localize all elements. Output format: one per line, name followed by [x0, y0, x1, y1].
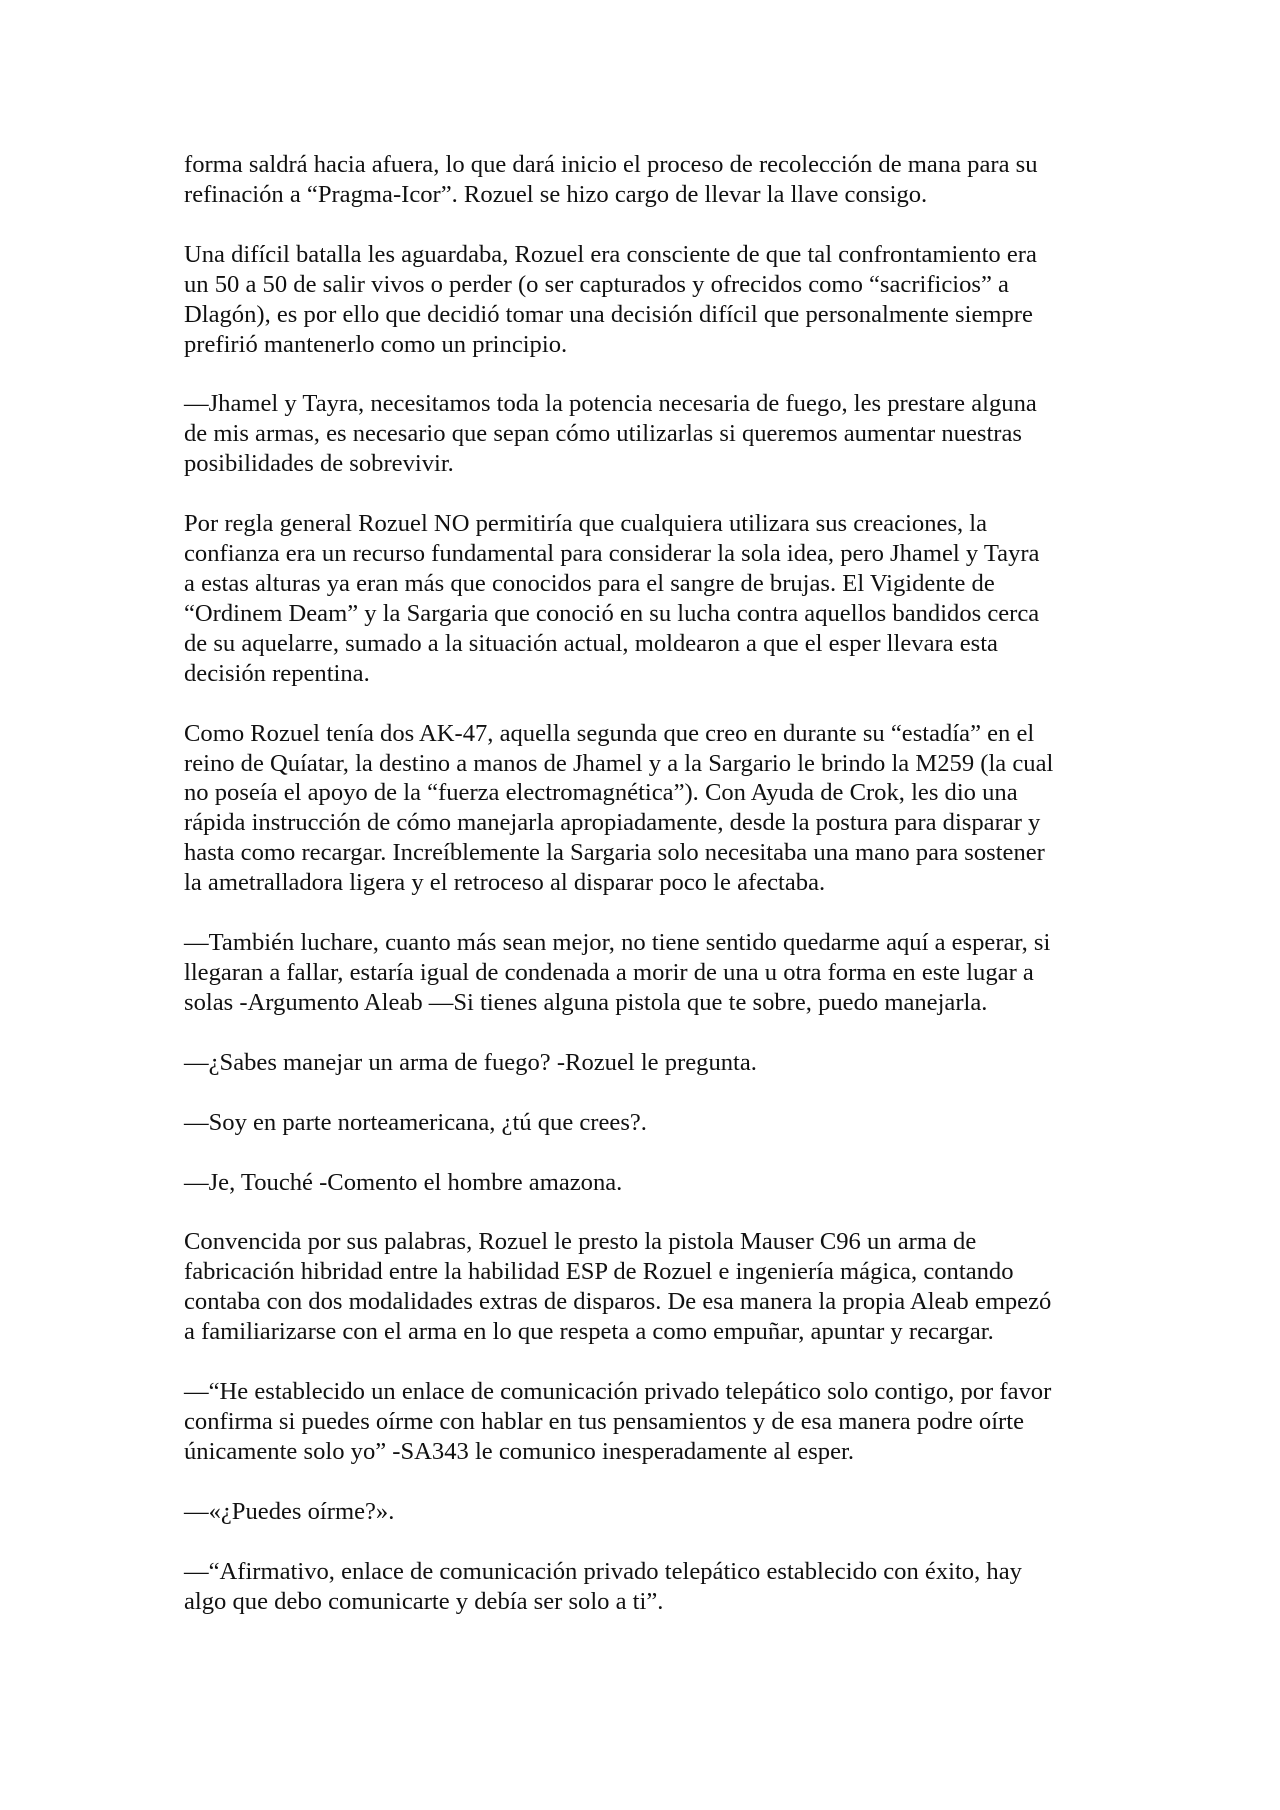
- text-line: Una difícil batalla les aguardaba, Rozuel era consciente de que tal confrontamiento era: [184, 240, 1037, 268]
- paragraph-4: [184, 509, 1104, 688]
- paragraph-10: [184, 1227, 1104, 1347]
- text-line: —¿Sabes manejar un arma de fuego? -Rozuel le pregunta.: [184, 1048, 757, 1076]
- paragraph-9: [184, 1168, 1104, 1198]
- text-line: —También luchare, cuanto más sean mejor, no tiene sentido quedarme aquí a esperar, si: [184, 929, 1051, 957]
- paragraph-12: [184, 1497, 1104, 1527]
- text-line: de su aquelarre, sumado a la situación actual, moldearon a que el esper llevara esta: [184, 629, 998, 657]
- text-line: la ametralladora ligera y el retroceso al disparar poco le afectaba.: [184, 869, 826, 897]
- paragraph-6: [184, 928, 1104, 1018]
- text-line: de mis armas, es necesario que sepan cómo utilizarlas si queremos aumentar nuestras: [184, 420, 1022, 448]
- text-line: prefirió mantenerlo como un principio.: [184, 330, 568, 358]
- text-line: refinación a “Pragma-Icor”. Rozuel se hizo cargo de llevar la llave consigo.: [184, 180, 928, 208]
- paragraph-2: [184, 240, 1104, 360]
- text-line: reino de Quíatar, la destino a manos de Jhamel y a la Sargario le brindo la M259 (la cual: [184, 749, 1054, 777]
- text-line: contaba con dos modalidades extras de disparos. De esa manera la propia Aleab empezó: [184, 1288, 1052, 1316]
- text-line: posibilidades de sobrevivir.: [184, 450, 454, 478]
- text-line: rápida instrucción de cómo manejarla apropiadamente, desde la postura para disparar y: [184, 809, 1041, 837]
- text-line: confirma si puedes oírme con hablar en tus pensamientos y de esa manera podre oírte: [184, 1408, 1024, 1435]
- text-line: solas -Argumento Aleab —Si tienes alguna pistola que te sobre, puedo manejarla.: [184, 988, 988, 1016]
- text-line: a estas alturas ya eran más que conocidos para el sangre de brujas. El Vigidente de: [184, 569, 995, 597]
- paragraph-1: [184, 150, 1104, 210]
- text-line: —Jhamel y Tayra, necesitamos toda la potencia necesaria de fuego, les prestare alguna: [184, 390, 1037, 418]
- paragraph-8: [184, 1108, 1104, 1138]
- text-line: un 50 a 50 de salir vivos o perder (o ser capturados y ofrecidos como “sacrificios” a: [184, 270, 1009, 298]
- text-line: no poseía el apoyo de la “fuerza electromagnética”). Con Ayuda de Crok, les dio una: [184, 779, 1018, 807]
- text-line: forma saldrá hacia afuera, lo que dará inicio el proceso de recolección de mana para su: [184, 151, 1038, 178]
- text-line: “Ordinem Deam” y la Sargaria que conoció en su lucha contra aquellos bandidos cerca: [184, 599, 1040, 627]
- text-line: fabricación hibridad entre la habilidad ESP de Rozuel e ingeniería mágica, contando: [184, 1258, 1014, 1286]
- paragraph-7: [184, 1048, 1104, 1078]
- paragraph-11: [184, 1377, 1104, 1467]
- text-line: —“He establecido un enlace de comunicación privado telepático solo contigo, por favor: [184, 1378, 1052, 1406]
- paragraph-13: [184, 1557, 1104, 1617]
- text-line: algo que debo comunicarte y debía ser solo a ti”.: [184, 1587, 664, 1615]
- paragraph-5: [184, 719, 1104, 898]
- text-line: decisión repentina.: [184, 659, 370, 687]
- text-line: —«¿Puedes oírme?».: [184, 1497, 395, 1525]
- text-line: —“Afirmativo, enlace de comunicación privado telepático establecido con éxito, hay: [184, 1557, 1022, 1585]
- text-line: —Je, Touché -Comento el hombre amazona.: [184, 1168, 623, 1196]
- text-line: llegaran a fallar, estaría igual de condenada a morir de una u otra forma en este lugar a: [184, 958, 1034, 986]
- text-line: Convencida por sus palabras, Rozuel le presto la pistola Mauser C96 un arma de: [184, 1228, 977, 1256]
- paragraph-3: [184, 389, 1104, 479]
- text-line: Como Rozuel tenía dos AK-47, aquella segunda que creo en durante su “estadía” en el: [184, 719, 1035, 747]
- text-line: —Soy en parte norteamericana, ¿tú que crees?.: [184, 1108, 647, 1136]
- text-line: a familiarizarse con el arma en lo que respeta a como empuñar, apuntar y recargar.: [184, 1318, 994, 1346]
- text-line: confianza era un recurso fundamental para considerar la sola idea, pero Jhamel y Tayra: [184, 540, 1040, 568]
- text-line: únicamente solo yo” -SA343 le comunico inesperadamente al esper.: [184, 1437, 854, 1465]
- document-page: [184, 150, 1104, 1647]
- text-line: hasta como recargar. Increíblemente la Sargaria solo necesitaba una mano para sostener: [184, 839, 1045, 867]
- text-line: Dlagón), es por ello que decidió tomar una decisión difícil que personalmente siempre: [184, 300, 1033, 328]
- text-line: Por regla general Rozuel NO permitiría que cualquiera utilizara sus creaciones, la: [184, 510, 988, 538]
